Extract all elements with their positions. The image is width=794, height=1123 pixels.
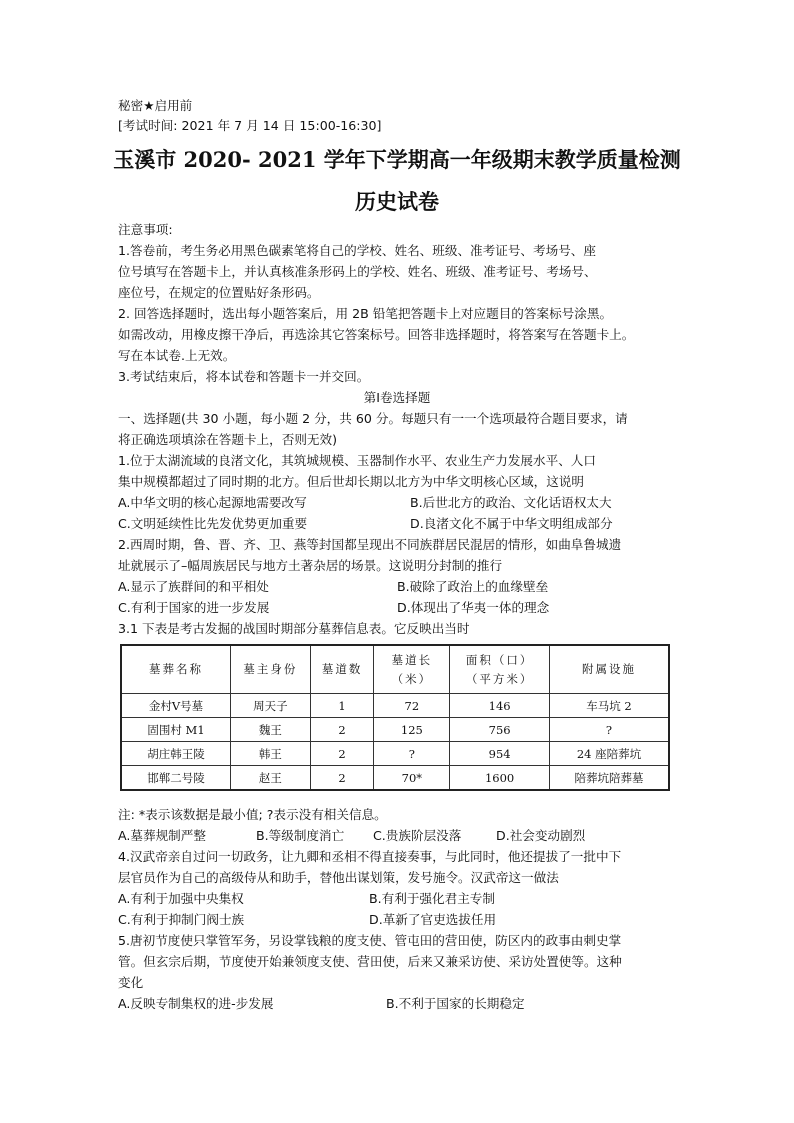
q4-option-a: A.有利于加强中央集权 — [118, 891, 244, 906]
q1-option-b: B.后世北方的政治、文化话语权太大 — [410, 495, 612, 510]
q1-option-c: C.文明延续性比先发优势更加重要 — [118, 516, 308, 531]
q3-note: 注: *表示该数据是最小值; ?表示没有相关信息。 — [118, 807, 387, 822]
table-header: 墓葬名称 — [121, 645, 231, 694]
q1-option-d: D.良渚文化不属于中华文明组成部分 — [410, 516, 613, 531]
q2-stem: 址就展示了–幅周族居民与地方土著杂居的场景。这说明分封制的推行 — [118, 558, 503, 573]
q2-option-a: A.显示了族群间的和平相处 — [118, 579, 269, 594]
q4-option-b: B.有利于强化君主专制 — [369, 891, 495, 906]
q4-option-c: C.有利于抑制门阀士族 — [118, 912, 245, 927]
notice-line: 如需改动，用橡皮擦干净后，再选涂其它答案标号。回答非选择题时，将答案写在答题卡上。 — [118, 327, 635, 342]
table-cell: 72 — [374, 694, 450, 718]
q1-stem: 集中规模都超过了同时期的北方。但后世却长期以北方为中华文明核心区域，这说明 — [118, 474, 584, 489]
table-cell: 70* — [374, 766, 450, 791]
q2-option-d: D.体现出了华夷一体的理念 — [397, 600, 550, 615]
notice-line: 座位号，在规定的位置贴好条形码。 — [118, 285, 320, 300]
section-title: 第Ⅰ卷选择题 — [363, 390, 431, 405]
q3-option-b: B.等级制度消亡 — [256, 828, 345, 843]
notice-line: 位号填写在答题卡上，并认真核准条形码上的学校、姓名、班级、准考证号、考场号、 — [118, 264, 597, 279]
q4-option-d: D.革新了官吏选拔任用 — [369, 912, 497, 927]
table-cell: 756 — [450, 718, 550, 742]
page-subtitle: 历史试卷 — [355, 189, 439, 214]
q3-option-c: C.贵族阶层没落 — [373, 828, 462, 843]
table-cell: 125 — [374, 718, 450, 742]
table-header: 面积（口） （平方米） — [450, 645, 550, 694]
notice-line: 3.考试结束后，将本试卷和答题卡一并交回。 — [118, 369, 370, 384]
table-cell: 146 — [450, 694, 550, 718]
table-cell: 赵王 — [231, 766, 311, 791]
table-cell: 魏王 — [231, 718, 311, 742]
table-cell: 金村Ⅴ号墓 — [121, 694, 231, 718]
q3-option-a: A.墓葬规制严整 — [118, 828, 206, 843]
q5-option-a: A.反映专制集权的进-步发展 — [118, 996, 274, 1011]
table-cell: 周天子 — [231, 694, 311, 718]
table-cell: 1600 — [450, 766, 550, 791]
q1-option-a: A.中华文明的核心起源地需要改写 — [118, 495, 307, 510]
q4-stem: 4.汉武帝亲自过问一切政务，让九卿和丞相不得直接奏事，与此同时，他还提拔了一批中下 — [118, 849, 622, 864]
q5-option-b: B.不利于国家的长期稳定 — [386, 996, 525, 1011]
q2-option-c: C.有利于国家的进一步发展 — [118, 600, 270, 615]
table-cell: 2 — [310, 718, 374, 742]
table-header: 附属设施 — [549, 645, 669, 694]
table-cell: 2 — [310, 742, 374, 766]
table-cell: 韩王 — [231, 742, 311, 766]
q2-option-b: B.破除了政治上的血缘壁垒 — [397, 579, 549, 594]
table-row — [121, 742, 669, 766]
table-cell: 954 — [450, 742, 550, 766]
table-header: 墓主身份 — [231, 645, 311, 694]
table-row — [121, 766, 669, 791]
q2-stem: 2.西周时期，鲁、晋、齐、卫、燕等封国都呈现出不同族群居民混居的情形，如曲阜鲁城遗 — [118, 537, 622, 552]
notice-heading: 注意事项: — [118, 222, 173, 237]
q5-stem: 变化 — [118, 975, 144, 990]
q3-stem: 3.1 下表是考古发掘的战国时期部分墓葬信息表。它反映出当时 — [118, 621, 470, 636]
table-cell: 邯郸二号陵 — [121, 766, 231, 791]
secret-label: 秘密★启用前 — [118, 98, 193, 113]
page-title: 玉溪市 2020- 2021 学年下学期高一年级期末教学质量检测 — [113, 147, 681, 172]
table-header: 墓道长 （米） — [374, 645, 450, 694]
table-cell: ? — [549, 718, 669, 742]
table-cell: 2 — [310, 766, 374, 791]
notice-line: 写在本试卷.上无效。 — [118, 348, 236, 363]
section-intro: 将正确选项填涂在答题卡上，否则无效) — [118, 432, 338, 447]
q3-option-d: D.社会变动剧烈 — [496, 828, 586, 843]
table-cell: 陪葬坑陪葬墓 — [549, 766, 669, 791]
table-cell: 胡庄韩王陵 — [121, 742, 231, 766]
q4-stem: 层官员作为自己的高级侍从和助手，替他出谋划策，发号施令。汉武帝这一做法 — [118, 870, 559, 885]
tomb-table — [120, 644, 670, 791]
section-intro: 一、选择题(共 30 小题，每小题 2 分，共 60 分。每题只有一一个选项最符合题目要求，请 — [118, 411, 628, 426]
table-cell: 1 — [310, 694, 374, 718]
table-cell: 24 座陪葬坑 — [549, 742, 669, 766]
notice-line: 1.答卷前，考生务必用黑色碳素笔将自己的学校、姓名、班级、准考证号、考场号、座 — [118, 243, 596, 258]
q5-stem: 5.唐初节度使只掌管军务，另设掌钱粮的度支使、管屯田的营田使，防区内的政事由刺史掌 — [118, 933, 622, 948]
table-row — [121, 718, 669, 742]
table-header: 墓道数 — [310, 645, 374, 694]
q1-stem: 1.位于太湖流域的良渚文化，其筑城规模、玉器制作水平、农业生产力发展水平、人口 — [118, 453, 596, 468]
table-header-row — [121, 645, 669, 694]
table-cell: 固围村 M1 — [121, 718, 231, 742]
notice-line: 2. 回答选择题时，选出每小题答案后，用 2B 铅笔把答题卡上对应题目的答案标号涂黑。 — [118, 306, 613, 321]
table-cell: 车马坑 2 — [549, 694, 669, 718]
q5-stem: 管。但玄宗后期，节度使开始兼领度支使、营田使，后来又兼采访使、采访处置使等。这种 — [118, 954, 622, 969]
table-cell: ? — [374, 742, 450, 766]
exam-time: [考试时间: 2021 年 7 月 14 日 15:00-16:30] — [118, 118, 382, 133]
table-row — [121, 694, 669, 718]
